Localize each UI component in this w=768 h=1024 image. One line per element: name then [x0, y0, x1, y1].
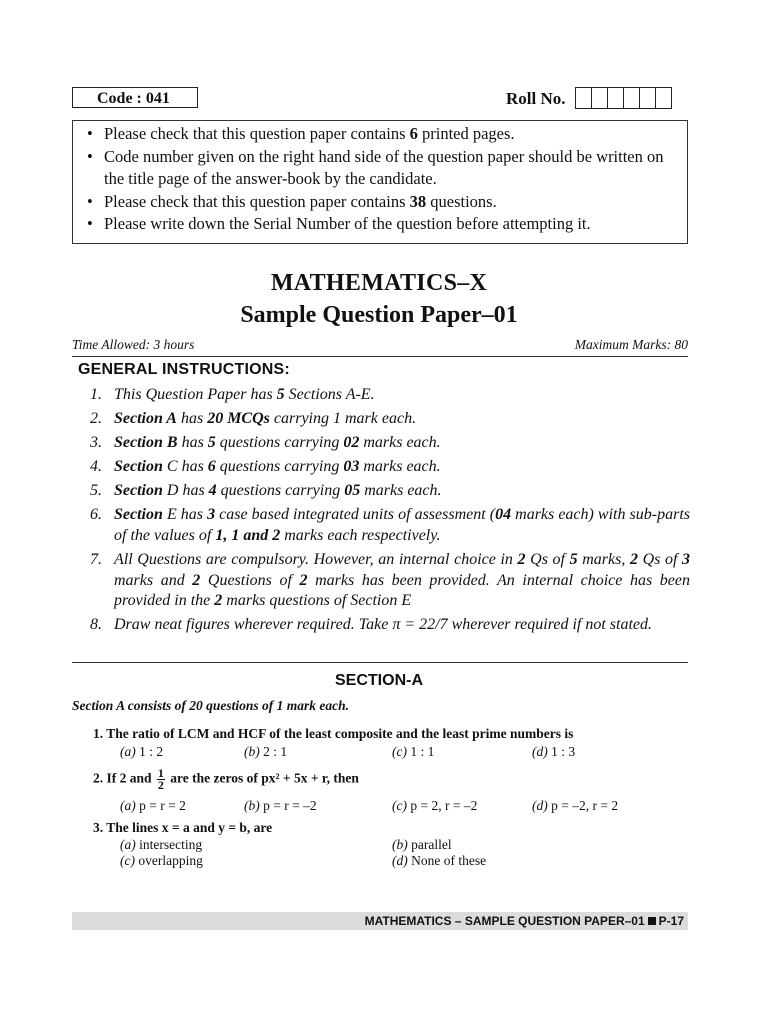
roll-number-boxes[interactable]	[576, 87, 672, 109]
bullet-icon: •	[87, 191, 93, 211]
instruction-item	[90, 505, 690, 546]
notice-text: Code number given on the right hand side of the question paper should be written on the title page of the answer-book by the candidate.	[104, 146, 664, 188]
divider	[72, 662, 688, 663]
bullet-icon: •	[87, 124, 93, 143]
option-d: (d) 1 : 3	[532, 744, 576, 759]
option-a: (a) 1 : 2	[120, 744, 164, 759]
question-3	[93, 820, 272, 836]
roll-number-cell[interactable]	[623, 87, 640, 109]
time-marks-row	[72, 337, 688, 353]
option-b: (b) p = r = –2	[244, 798, 317, 813]
question-number: 3.	[93, 820, 104, 835]
instruction-item	[90, 615, 690, 636]
roll-number-cell[interactable]	[607, 87, 624, 109]
general-instructions-list	[90, 385, 690, 639]
question-text: If 2 and	[106, 770, 152, 786]
instruction-text: Draw neat figures wherever required. Take π = 22/7 wherever required if not stated.	[114, 616, 652, 634]
instruction-item	[90, 457, 690, 478]
divider	[72, 356, 688, 357]
roll-number-label: Roll No.	[506, 89, 566, 108]
option-a: (a) intersecting	[120, 837, 203, 852]
maximum-marks: Maximum Marks: 80	[574, 337, 688, 352]
option-b: (b) 2 : 1	[244, 744, 288, 759]
option-c: (c) overlapping	[120, 853, 203, 868]
general-instructions-heading: GENERAL INSTRUCTIONS:	[78, 361, 290, 378]
instruction-number: 6.	[90, 506, 102, 524]
option-c: (c) 1 : 1	[392, 744, 435, 759]
question-number: 2.	[93, 770, 104, 786]
instruction-number: 1.	[90, 386, 102, 403]
paper-subtitle: Sample Question Paper–01	[240, 302, 518, 328]
roll-number-cell[interactable]	[575, 87, 592, 109]
paper-title: MATHEMATICS–X	[270, 270, 488, 296]
option-b: (b) parallel	[392, 837, 452, 852]
instruction-number: 4.	[90, 458, 102, 476]
instruction-item	[90, 550, 690, 612]
question-text: The lines x = a and y = b, are	[106, 820, 273, 835]
roll-number-cell[interactable]	[655, 87, 672, 109]
square-bullet-icon	[648, 917, 656, 925]
instruction-text: This Question Paper has 5 Sections A-E.	[114, 386, 375, 403]
notice-text: Please check that this question paper contains 38 questions.	[104, 191, 497, 211]
notice-item	[87, 146, 681, 191]
option-d: (d) None of these	[392, 853, 487, 868]
roll-number-cell[interactable]	[639, 87, 656, 109]
option-d: (d) p = –2, r = 2	[532, 798, 619, 813]
page-number: P-17	[658, 914, 684, 928]
instruction-item	[90, 481, 690, 502]
question-1	[93, 726, 573, 742]
instruction-number: 7.	[90, 551, 102, 569]
question-number: 1.	[93, 726, 104, 741]
instruction-number: 8.	[90, 616, 102, 634]
time-allowed: Time Allowed: 3 hours	[72, 337, 195, 352]
section-a-heading: SECTION-A	[335, 672, 423, 689]
instruction-text: Section A has 20 MCQs carrying 1 mark each.	[114, 410, 417, 428]
bullet-icon: •	[87, 214, 93, 233]
notice-item	[87, 123, 681, 146]
notice-item	[87, 213, 681, 236]
question-text: The ratio of LCM and HCF of the least composite and the least prime numbers is	[106, 726, 574, 741]
notice-box	[72, 120, 688, 244]
instruction-text: Section C has 6 questions carrying 03 marks each.	[114, 458, 441, 476]
fraction: $\frac{1}{2}$	[157, 766, 164, 792]
bullet-icon: •	[87, 146, 93, 166]
instruction-text: Section B has 5 questions carrying 02 marks each.	[114, 434, 441, 452]
section-a-description: Section A consists of 20 questions of 1 mark each.	[72, 698, 350, 713]
instruction-text: Section D has 4 questions carrying 05 marks each.	[114, 482, 442, 500]
page-footer	[72, 912, 688, 930]
instruction-number: 3.	[90, 434, 102, 452]
notice-item	[87, 191, 681, 214]
option-c: (c) p = 2, r = –2	[392, 798, 478, 813]
footer-text: MATHEMATICS – SAMPLE QUESTION PAPER–01	[364, 914, 645, 928]
question-2	[93, 768, 359, 791]
instruction-text: All Questions are compulsory. However, an internal choice in 2 Qs of 5 marks, 2 Qs of 3 marks and 2 Questions of 2 marks has been provided. An internal choice has been provided in the 2 marks questions of Section E	[114, 551, 691, 610]
notice-text: Please write down the Serial Number of the question before attempting it.	[104, 214, 591, 233]
question-text: are the zeros of px² + 5x + r, then	[170, 770, 359, 786]
instruction-number: 5.	[90, 482, 102, 500]
instruction-number: 2.	[90, 410, 102, 428]
option-a: (a) p = r = 2	[120, 798, 186, 813]
instruction-text: Section E has 3 case based integrated units of assessment (04 marks each) with sub-parts of the values of 1, 1 and 2 marks each respectively.	[114, 506, 690, 544]
instruction-item	[90, 433, 690, 454]
instruction-item	[90, 385, 690, 406]
notice-text: Please check that this question paper contains 6 printed pages.	[104, 124, 515, 143]
roll-number-cell[interactable]	[591, 87, 608, 109]
paper-code: Code : 041	[72, 87, 198, 108]
instruction-item	[90, 409, 690, 430]
